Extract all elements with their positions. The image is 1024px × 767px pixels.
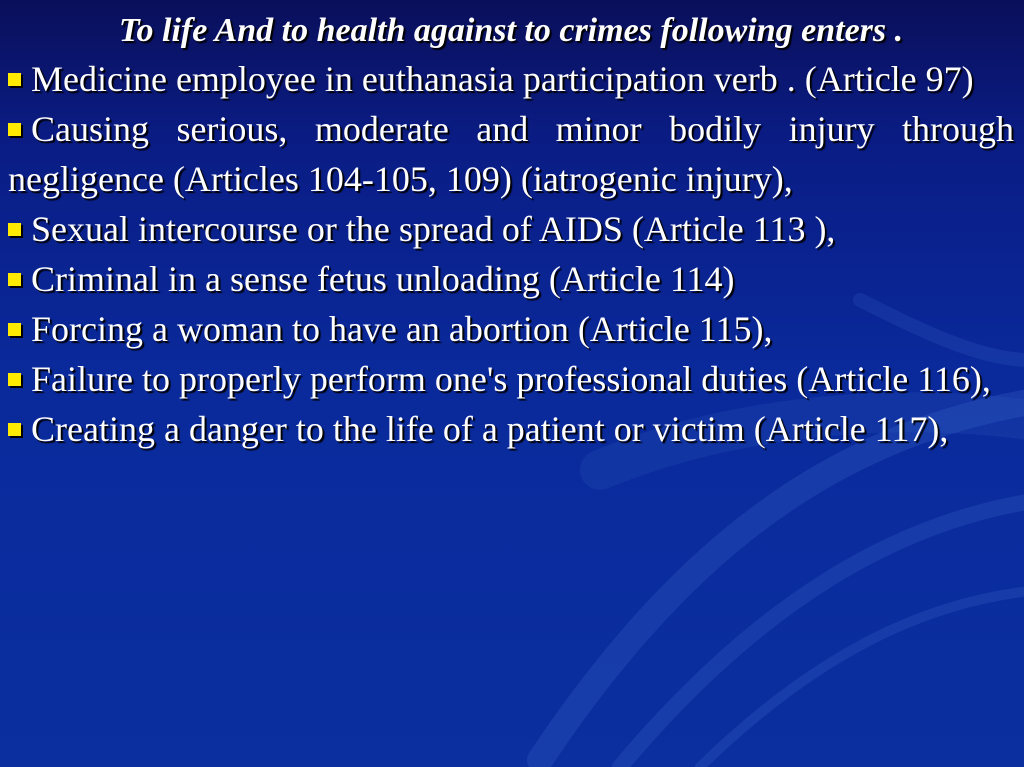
slide-content bbox=[8, 8, 1014, 454]
square-bullet-icon bbox=[8, 223, 21, 236]
list-item-text: Creating a danger to the life of a patient or victim (Article 117), bbox=[31, 409, 949, 449]
square-bullet-icon bbox=[8, 423, 21, 436]
list-item-text: Criminal in a sense fetus unloading (Article 114) bbox=[31, 259, 735, 299]
slide-title: To life And to health against to crimes following enters . bbox=[118, 12, 904, 49]
list-item-text: Causing serious, moderate and minor bodily injury through negligence (Articles 104-105, 109) (iatrogenic injury), bbox=[8, 109, 1014, 199]
list-item bbox=[8, 204, 1014, 254]
list-item-text: Failure to properly perform one's professional duties (Article 116), bbox=[31, 359, 991, 399]
square-bullet-icon bbox=[8, 323, 21, 336]
list-item-text: Forcing a woman to have an abortion (Article 115), bbox=[31, 309, 773, 349]
square-bullet-icon bbox=[8, 73, 21, 86]
bullet-list bbox=[8, 54, 1014, 454]
list-item bbox=[8, 54, 1014, 104]
list-item bbox=[8, 104, 1014, 204]
square-bullet-icon bbox=[8, 373, 21, 386]
square-bullet-icon bbox=[8, 123, 21, 136]
list-item bbox=[8, 254, 1014, 304]
list-item bbox=[8, 354, 1014, 404]
list-item bbox=[8, 304, 1014, 354]
list-item bbox=[8, 404, 1014, 454]
list-item-text: Sexual intercourse or the spread of AIDS (Article 113 ), bbox=[31, 209, 836, 249]
square-bullet-icon bbox=[8, 273, 21, 286]
list-item-text: Medicine employee in euthanasia participation verb . (Article 97) bbox=[31, 59, 974, 99]
